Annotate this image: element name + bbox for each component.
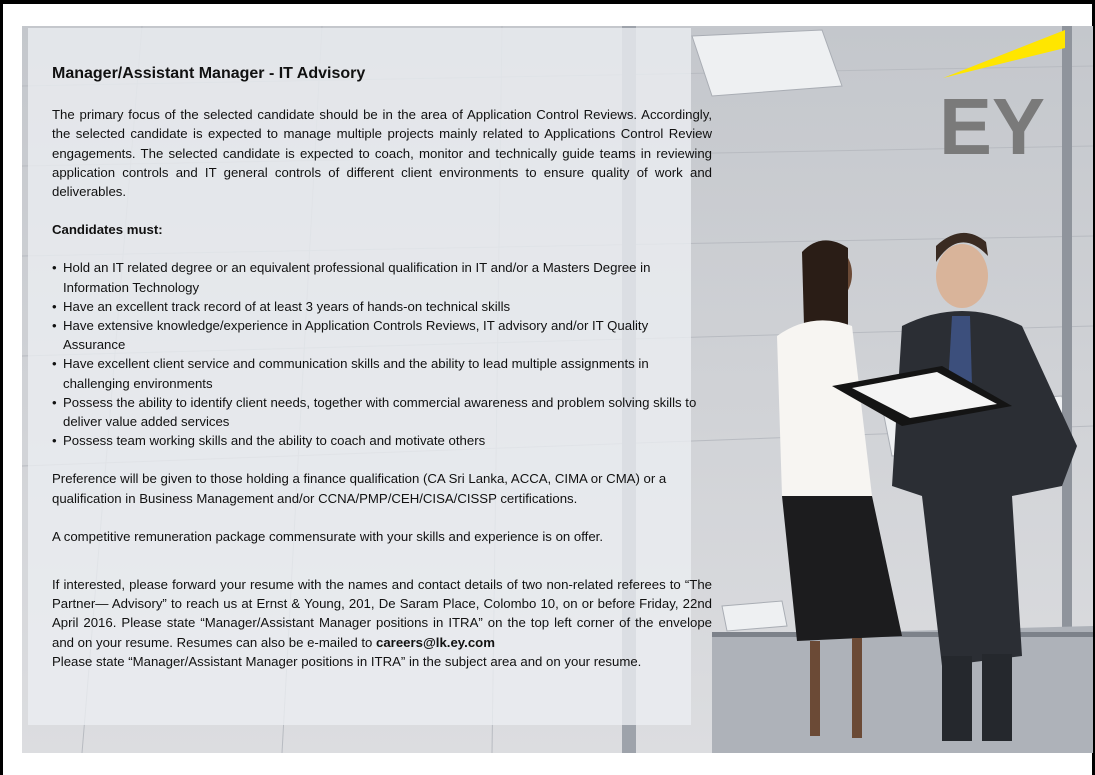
preference-paragraph: Preference will be given to those holding a finance qualification (CA Sri Lanka, ACCA, CIMA or CMA) or a qualification in Business Management and/or CCNA/PMP/CEH/CISA/CISSP certifications. (52, 471, 667, 506)
closing-note: Please state “Manager/Assistant Manager positions in ITRA” in the subject area and on your resume. (52, 653, 642, 669)
careers-email-link[interactable]: careers@lk.ey.com (376, 634, 495, 650)
requirements-heading: Candidates must: (52, 222, 163, 238)
job-title: Manager/Assistant Manager - IT Advisory (52, 65, 366, 82)
intro-paragraph: The primary focus of the selected candidate should be in the area of Application Control Reviews. Accordingly, the selected candidate is expected to manage multiple projects mainly related to Applications Control Review engagements. The selected candidate is expected to coach, monitor and technically guide teams in reviewing application controls and IT general controls of different client environments to ensure quality of work and deliverables. (52, 107, 712, 200)
requirement-item: • Possess the ability to identify client needs, together with commercial awareness and problem solving skills to deliver value added services (52, 393, 712, 431)
application-instructions: If interested, please forward your resume with the names and contact details of two non-related referees to “The Partner— Advisory” to reach us at Ernst & Young, 201, De Saram Place, Colombo 10, on or before Friday, 22nd April 2016. Please state “Manager/Assistant Manager positions in ITRA” on the top left corner of the envelope and on your resume. Resumes can also be e-mailed to (52, 577, 712, 650)
job-posting (52, 64, 712, 671)
requirements-list (52, 258, 712, 450)
application-paragraph (52, 575, 712, 652)
requirement-item: • Have extensive knowledge/experience in Application Controls Reviews, IT advisory and/or IT Quality Assurance (52, 316, 712, 354)
ey-logo-text: EY (939, 82, 1045, 160)
requirement-item: • Possess team working skills and the ability to coach and motivate others (52, 431, 712, 450)
ey-logo-beam (943, 30, 1065, 78)
ey-logo (935, 30, 1065, 160)
remuneration-paragraph: A competitive remuneration package commensurate with your skills and experience is on offer. (52, 528, 603, 544)
requirement-item: • Have excellent client service and communication skills and the ability to lead multiple assignments in challenging environments (52, 354, 712, 392)
requirement-item: • Have an excellent track record of at least 3 years of hands-on technical skills (52, 297, 712, 316)
requirement-item: • Hold an IT related degree or an equivalent professional qualification in IT and/or a Masters Degree in Information Technology (52, 258, 712, 296)
